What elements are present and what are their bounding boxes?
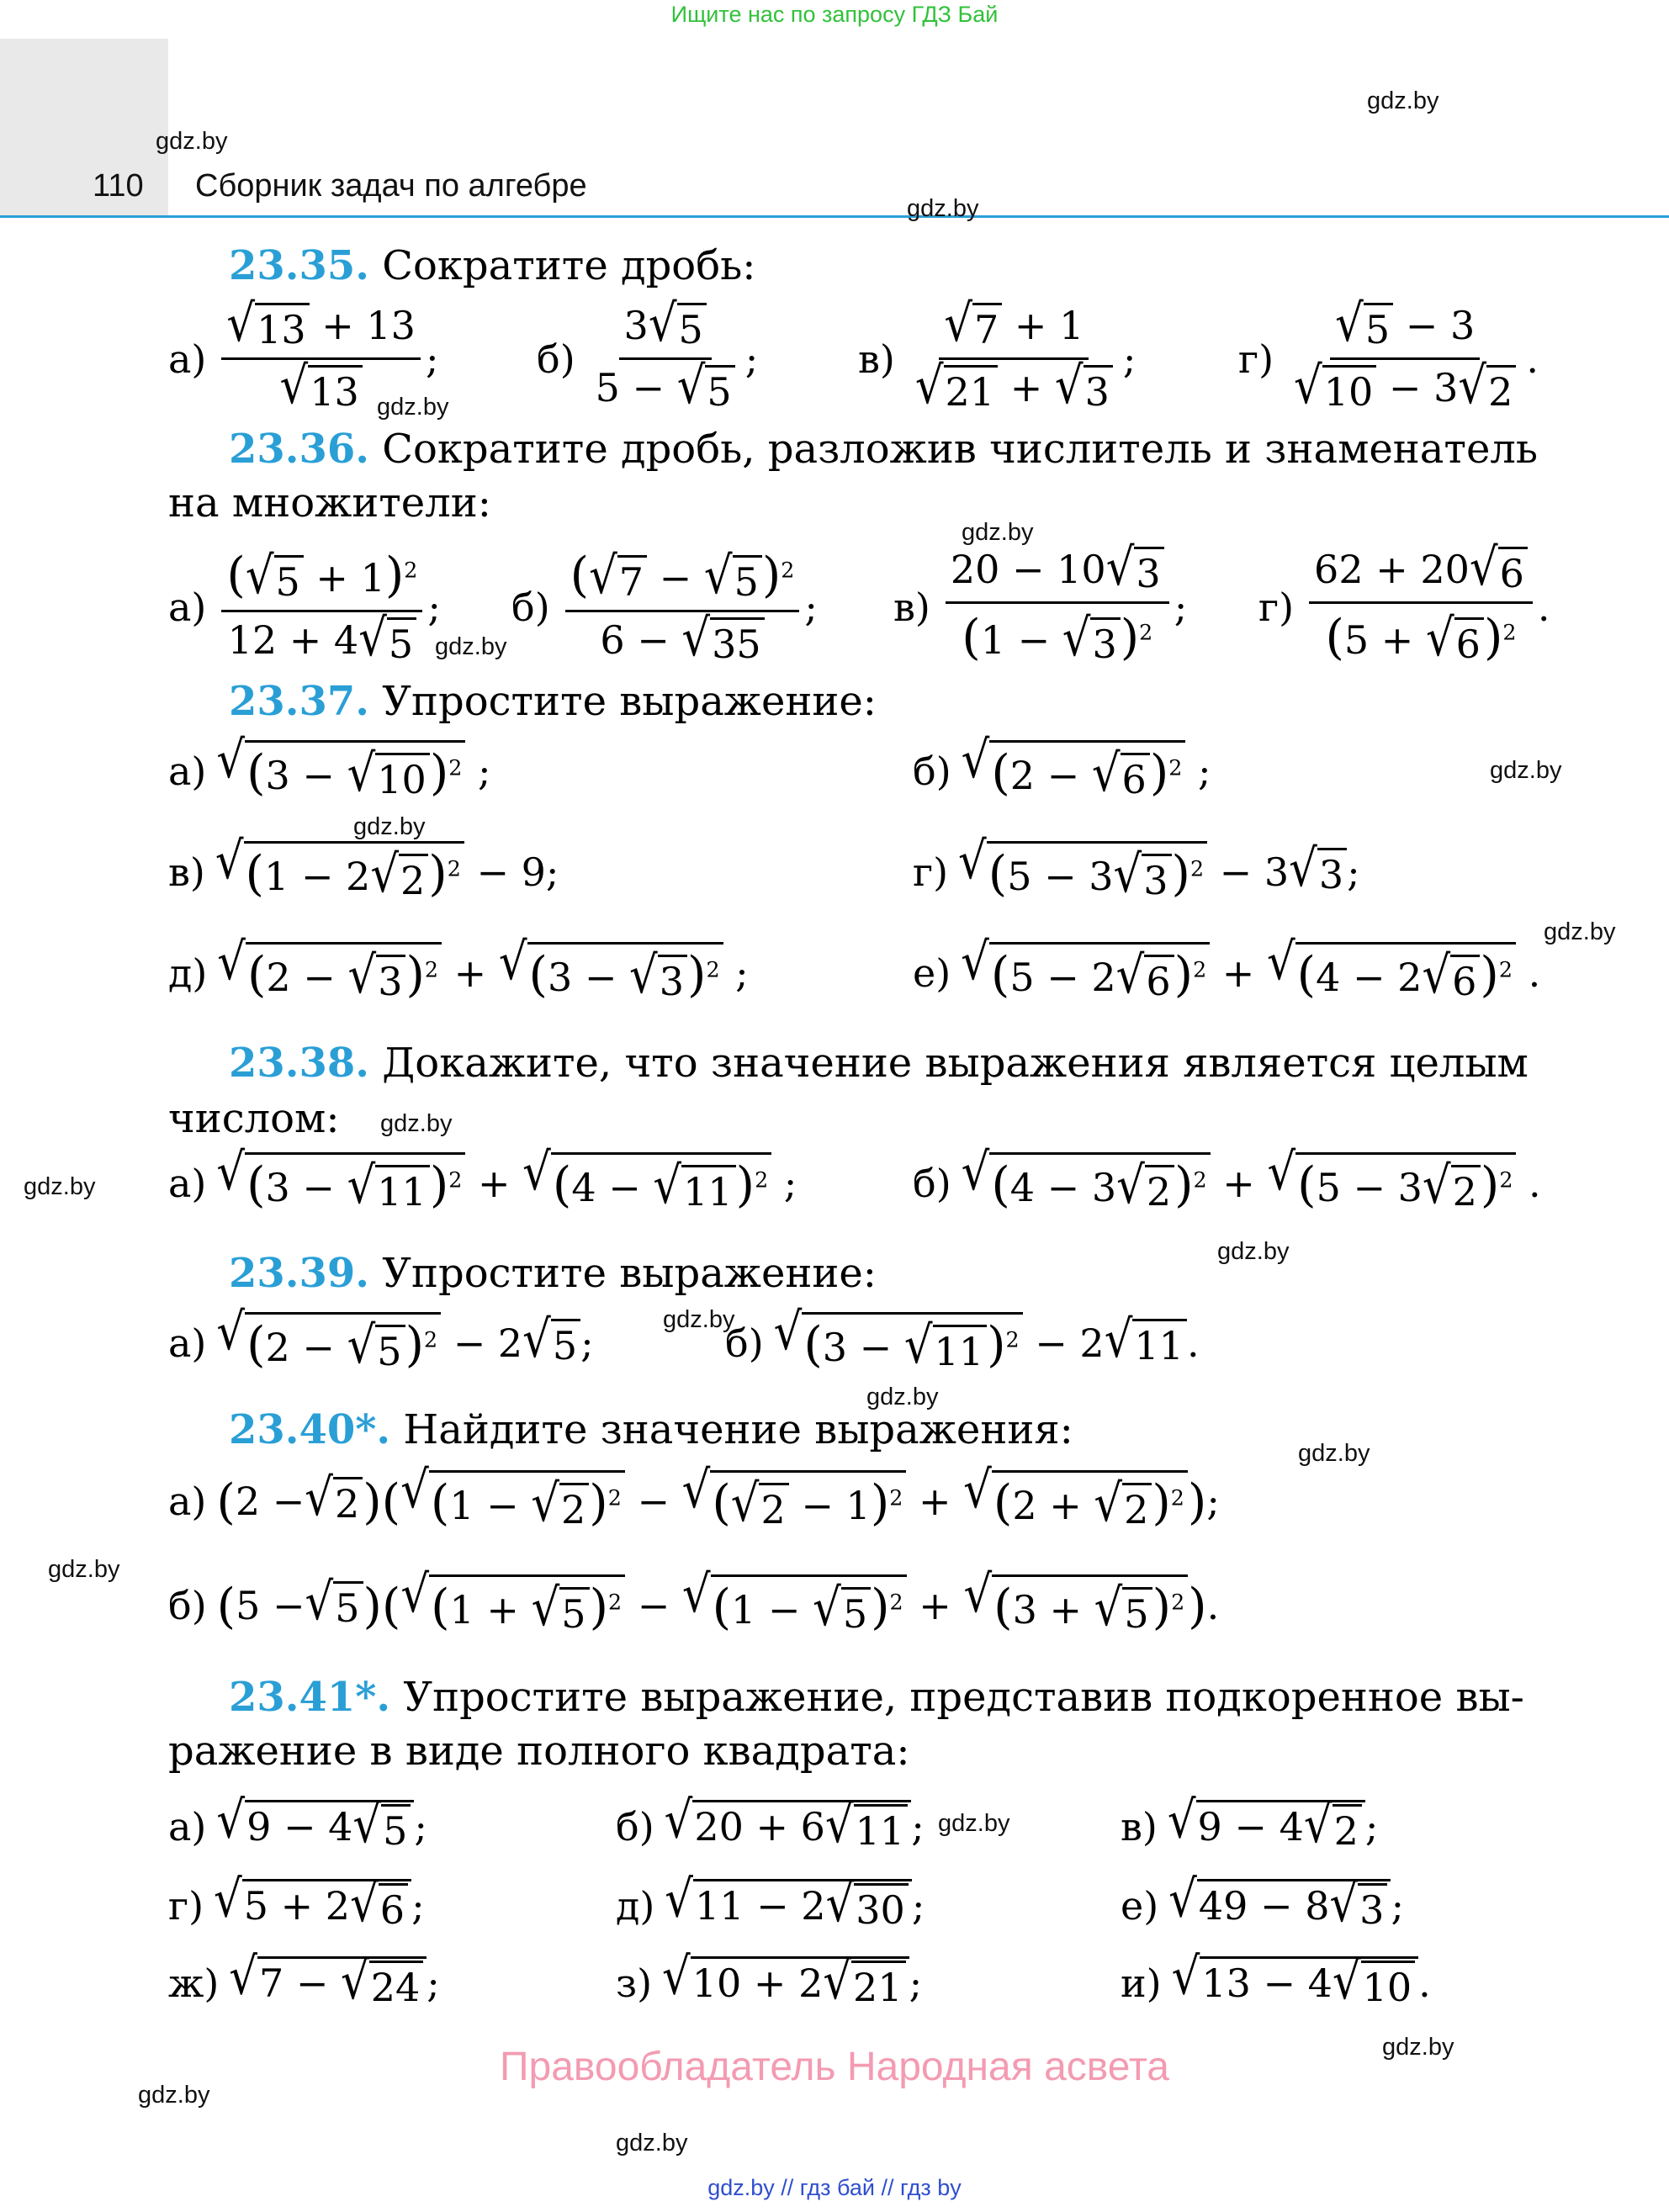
expr-23-39-a: а) √ (2 − √ 5 )$^2$ − 2 √ 5 ;	[168, 1302, 594, 1375]
expr-23-37-b: б) √ (2 − √ 6 )$^2$ ;	[913, 730, 1211, 803]
task-23-41-cont: ражение в виде полного квадрата:	[168, 1728, 910, 1775]
item-label: г)	[1258, 584, 1295, 630]
expr-23-37-a: а) √ (3 − √ 10 )$^2$ ;	[168, 730, 491, 803]
task-text: Докажите, что значение выражения является целым	[382, 1040, 1529, 1087]
item-label: б)	[725, 1320, 764, 1366]
footer-links[interactable]: gdz.by // гдз бай // гдз by	[707, 2175, 962, 2200]
item-label: а)	[168, 1804, 207, 1850]
watermark: gdz.by	[156, 128, 228, 155]
item-label: б)	[616, 1804, 654, 1850]
expr-23-35-a: а) √ 13 + 13 √ 13 ;	[168, 294, 439, 415]
expr-23-37-v: в) √ (1 − 2 √ 2 )$^2$ − 9;	[168, 831, 559, 904]
expr-23-37-e: е) √ (5 − 2 √ 6 )$^2$ + √ (4 − 2 √ 6 )$^2$ .	[913, 932, 1541, 1005]
task-23-40	[229, 1403, 1073, 1457]
watermark: gdz.by	[1544, 918, 1616, 945]
expr-23-41-b: б) √ 20 + 6 √ 11 ;	[616, 1791, 925, 1855]
expr-23-41-z: з) √ 10 + 2 √ 21 ;	[616, 1947, 923, 2011]
watermark: gdz.by	[962, 519, 1034, 546]
item-label: а)	[168, 1479, 207, 1524]
watermark: gdz.by	[1217, 1238, 1290, 1265]
watermark: gdz.by	[138, 2082, 210, 2109]
header-divider	[0, 215, 1669, 218]
task-text: Упростите выражение:	[382, 1250, 877, 1297]
watermark: gdz.by	[866, 1384, 939, 1410]
item-label: а)	[168, 584, 207, 630]
task-number: 23.39.	[229, 1250, 370, 1297]
task-23-41	[229, 1670, 1524, 1724]
expr-23-36-g: г) 62 + 20 √ 6 (5 + √ 6 )$^2$ .	[1258, 537, 1550, 668]
expr-23-39-b: б) √ (3 − √ 11 )$^2$ − 2 √ 11 .	[725, 1302, 1200, 1375]
task-text: Сократите дробь:	[382, 242, 756, 289]
task-23-36-cont: на множители:	[168, 479, 491, 527]
item-label: в)	[168, 849, 205, 895]
task-number: 23.40*.	[229, 1406, 391, 1453]
watermark: gdz.by	[907, 195, 979, 222]
item-label: ж)	[168, 1961, 220, 2006]
item-label: б)	[913, 749, 951, 794]
expr-23-41-v: в) √ 9 − 4 √ 2 ;	[1121, 1791, 1379, 1855]
expr-23-41-e: е) √ 49 − 8 √ 3 ;	[1121, 1870, 1404, 1934]
expr-23-41-g: г) √ 5 + 2 √ 6 ;	[168, 1870, 425, 1934]
task-text: Сократите дробь, разложив числитель и знаменатель	[382, 426, 1538, 473]
task-23-37	[229, 675, 877, 728]
watermark: gdz.by	[1298, 1440, 1370, 1467]
expr-23-36-v: в) 20 − 10 √ 3 (1 − √ 3 )$^2$ ;	[893, 537, 1188, 668]
expr-23-37-g: г) √ (5 − 3 √ 3 )$^2$ − 3 √ 3 ;	[913, 831, 1360, 904]
watermark: gdz.by	[938, 1810, 1010, 1837]
expr-23-35-b: б) 3 √ 5 5 − √ 5 ;	[537, 294, 759, 415]
page-number: 110	[93, 168, 144, 204]
expr-23-35-g: г) √ 5 − 3 √ 10 − 3 √ 2 .	[1238, 294, 1539, 415]
expr-23-41-a: а) √ 9 − 4 √ 5 ;	[168, 1791, 427, 1855]
item-label: в)	[858, 336, 895, 382]
item-label: в)	[1121, 1804, 1158, 1850]
task-text: Упростите выражение:	[382, 678, 877, 725]
item-label: е)	[1121, 1883, 1159, 1929]
expr-23-40-a: а) ( 2 − √ 2 )( √ (1 − √ 2 )$^2$ − √ ( √ 2 − 1)$^2$ + √ (2 + √ 2 )$^2$ ) ;	[168, 1460, 1220, 1533]
book-title: Сборник задач по алгебре	[195, 168, 587, 204]
task-number: 23.38.	[229, 1040, 370, 1087]
task-23-39	[229, 1246, 877, 1300]
item-label: з)	[616, 1961, 653, 2006]
watermark: gdz.by	[663, 1306, 735, 1333]
item-label: е)	[913, 950, 951, 996]
expr-23-37-d: д) √ (2 − √ 3 )$^2$ + √ (3 − √ 3 )$^2$ ;	[168, 932, 749, 1005]
watermark: gdz.by	[48, 1556, 120, 1583]
item-label: а)	[168, 749, 207, 794]
expr-23-38-a: а) √ (3 − √ 11 )$^2$ + √ (4 − √ 11 )$^2$ ;	[168, 1142, 797, 1215]
item-label: а)	[168, 1320, 207, 1366]
task-number: 23.36.	[229, 426, 370, 473]
watermark: gdz.by	[24, 1173, 96, 1200]
item-label: г)	[913, 849, 949, 895]
watermark: gdz.by	[353, 813, 426, 840]
watermark: gdz.by	[380, 1110, 453, 1137]
task-number: 23.37.	[229, 678, 370, 725]
expr-23-41-zh: ж) √ 7 − √ 24 ;	[168, 1947, 440, 2011]
top-banner[interactable]: Ищите нас по запросу ГДЗ Бай	[670, 2, 999, 27]
item-label: а)	[168, 336, 207, 382]
item-label: в)	[893, 584, 930, 630]
task-text: Найдите значение выражения:	[403, 1406, 1073, 1453]
expr-23-41-i: и) √ 13 − 4 √ 10 .	[1121, 1947, 1431, 2011]
expr-23-40-b: б) ( 5 − √ 5 )( √ (1 + √ 5 )$^2$ − √ (1 − √ 5 )$^2$ + √ (3 + √ 5 )$^2$ ) .	[168, 1564, 1220, 1638]
task-text: Упростите выражение, представив подкоренное вы-	[403, 1674, 1524, 1721]
expr-23-35-v: в) √ 7 + 1 √ 21 + √ 3 ;	[858, 294, 1137, 415]
item-label: и)	[1121, 1961, 1162, 2006]
expr-23-41-d: д) √ 11 − 2 √ 30 ;	[616, 1870, 925, 1934]
task-23-38	[229, 1036, 1529, 1090]
watermark: gdz.by	[1367, 87, 1439, 114]
item-label: б)	[168, 1583, 207, 1628]
item-label: а)	[168, 1161, 207, 1206]
task-number: 23.35.	[229, 242, 370, 289]
copyright-notice: Правообладатель Народная асвета	[500, 2045, 1169, 2089]
item-label: б)	[537, 336, 575, 382]
item-label: д)	[616, 1883, 655, 1929]
task-23-36	[229, 422, 1538, 476]
item-label: г)	[1238, 336, 1274, 382]
expr-23-36-a: а) ( √ 5 + 1)$^2$ 12 + 4 √ 5 ;	[168, 546, 441, 668]
watermark: gdz.by	[1382, 2034, 1454, 2061]
task-23-35	[229, 239, 755, 293]
watermark: gdz.by	[377, 394, 449, 421]
expr-23-38-b: б) √ (4 − 3 √ 2 )$^2$ + √ (5 − 3 √ 2 )$^2$ .	[913, 1142, 1541, 1215]
watermark: gdz.by	[616, 2130, 688, 2156]
watermark: gdz.by	[1490, 757, 1562, 784]
watermark: gdz.by	[435, 633, 507, 660]
item-label: г)	[168, 1883, 204, 1929]
task-number: 23.41*.	[229, 1674, 391, 1721]
task-23-38-cont: числом:	[168, 1095, 340, 1142]
expr-23-36-b: б) ( √ 7 − √ 5 )$^2$ 6 − √ 35 ;	[511, 546, 818, 668]
item-label: б)	[913, 1161, 951, 1206]
item-label: б)	[511, 584, 550, 630]
item-label: д)	[168, 950, 208, 996]
